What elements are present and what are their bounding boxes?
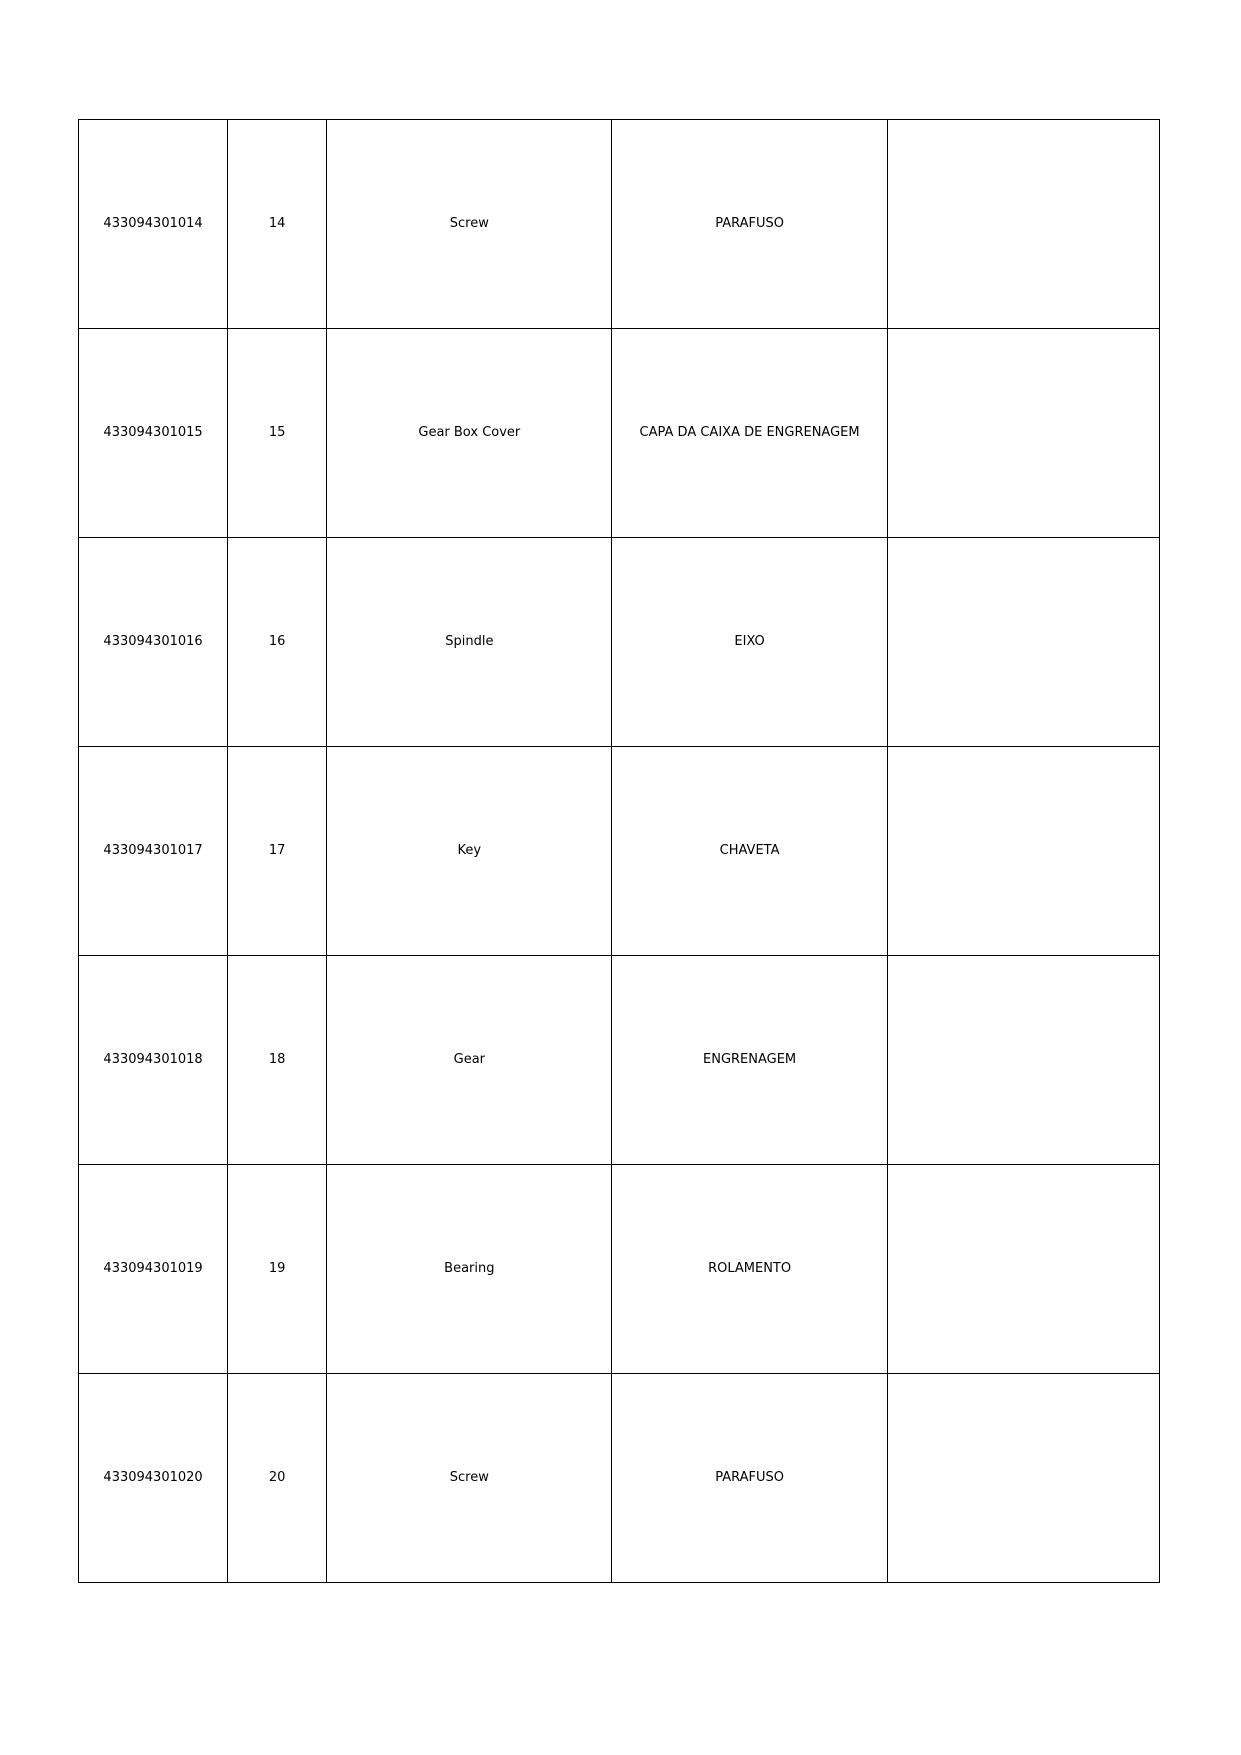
- notes-cell: [887, 956, 1159, 1165]
- parts-table: [78, 119, 1160, 1583]
- table-row: [79, 329, 1160, 538]
- part-number-cell: 433094301020: [79, 1374, 228, 1583]
- description-en-cell: Gear Box Cover: [327, 329, 612, 538]
- item-number-cell: 17: [228, 747, 327, 956]
- part-number-cell: 433094301015: [79, 329, 228, 538]
- notes-cell: [887, 1374, 1159, 1583]
- item-number-cell: 19: [228, 1165, 327, 1374]
- description-en-cell: Gear: [327, 956, 612, 1165]
- table-row: [79, 538, 1160, 747]
- item-number-cell: 14: [228, 120, 327, 329]
- notes-cell: [887, 538, 1159, 747]
- part-number-cell: 433094301019: [79, 1165, 228, 1374]
- part-number-cell: 433094301016: [79, 538, 228, 747]
- description-pt-cell: PARAFUSO: [612, 1374, 887, 1583]
- description-en-cell: Screw: [327, 120, 612, 329]
- part-number-cell: 433094301018: [79, 956, 228, 1165]
- description-pt-cell: ENGRENAGEM: [612, 956, 887, 1165]
- item-number-cell: 20: [228, 1374, 327, 1583]
- notes-cell: [887, 329, 1159, 538]
- description-pt-cell: CHAVETA: [612, 747, 887, 956]
- table-row: [79, 1165, 1160, 1374]
- description-pt-cell: CAPA DA CAIXA DE ENGRENAGEM: [612, 329, 887, 538]
- notes-cell: [887, 1165, 1159, 1374]
- table-row: [79, 120, 1160, 329]
- description-en-cell: Spindle: [327, 538, 612, 747]
- description-en-cell: Bearing: [327, 1165, 612, 1374]
- part-number-cell: 433094301017: [79, 747, 228, 956]
- description-en-cell: Key: [327, 747, 612, 956]
- table-row: [79, 1374, 1160, 1583]
- description-pt-cell: ROLAMENTO: [612, 1165, 887, 1374]
- part-number-cell: 433094301014: [79, 120, 228, 329]
- description-pt-cell: EIXO: [612, 538, 887, 747]
- item-number-cell: 18: [228, 956, 327, 1165]
- description-pt-cell: PARAFUSO: [612, 120, 887, 329]
- table-row: [79, 747, 1160, 956]
- item-number-cell: 16: [228, 538, 327, 747]
- notes-cell: [887, 747, 1159, 956]
- description-en-cell: Screw: [327, 1374, 612, 1583]
- notes-cell: [887, 120, 1159, 329]
- item-number-cell: 15: [228, 329, 327, 538]
- table-row: [79, 956, 1160, 1165]
